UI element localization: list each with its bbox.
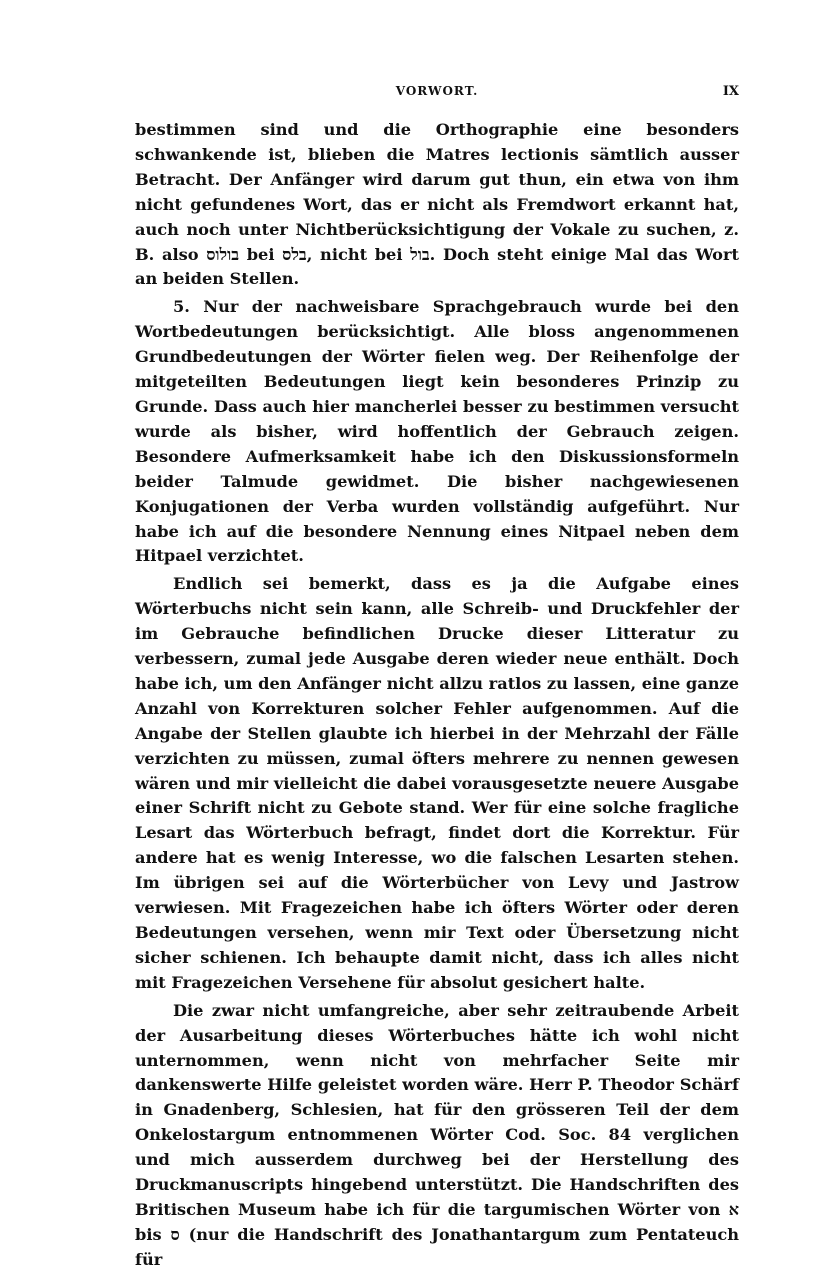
running-title: VORWORT.: [395, 84, 479, 98]
page-number: IX: [722, 84, 739, 99]
paragraph-acknowledgements: Die zwar nicht umfangreiche, aber sehr zeitraubende Arbeit der Ausarbeitung dieses Wörterbuches hätte ich wohl nicht unternommen, wenn nicht von mehrfacher Seite mir dankenswerte Hilfe geleistet worden wäre. Herr P. Theodor Schärf in Gnadenberg, Schlesien, hat für den grösseren Teil der dem Onkelostargum entnommenen Wörter Cod. Soc. 84 verglichen und mich ausserdem durchweg bei der Herstellung des Druckmanuscripts hingebend unterstützt. Die Handschriften des Britischen Museum habe ich für die targumischen Wörter von א bis ס (nur die Handschrift des Jonathantargum zum Pentateuch für: [135, 1000, 739, 1269]
body-text: [135, 118, 739, 1273]
running-header: [135, 84, 739, 104]
paragraph-errata: Endlich sei bemerkt, dass es ja die Aufgabe eines Wörterbuchs nicht sein kann, alle Schreib- und Druckfehler der im Gebrauche befindlichen Drucke dieser Litteratur zu verbessern, zumal jede Ausgabe deren wieder neue enthält. Doch habe ich, um den Anfänger nicht allzu ratlos zu lassen, eine ganze Anzahl von Korrekturen solcher Fehler aufgenommen. Auf die Angabe der Stellen glaubte ich hierbei in der Mehrzahl der Fälle verzichten zu müssen, zumal öfters mehrere zu nennen gewesen wären und mir vielleicht die dabei vorausgesetzte neuere Ausgabe einer Schrift nicht zu Gebote stand. Wer für eine solche fragliche Lesart das Wörterbuch befragt, findet dort die Korrektur. Für andere hat es wenig Interesse, wo die falschen Lesarten stehen. Im übrigen sei auf die Wörterbücher von Levy und Jastrow verwiesen. Mit Fragezeichen habe ich öfters Wörter oder deren Bedeutungen versehen, wenn mir Text oder Übersetzung nicht sicher schienen. Ich behaupte damit nicht, dass ich alles nicht mit Fragezeichen Versehene für absolut gesichert halte.: [135, 574, 739, 992]
paragraph-section-5: 5. Nur der nachweisbare Sprachgebrauch wurde bei den Wortbedeutungen berücksichtigt. Alle bloss angenommenen Grundbedeutungen der Wörter fielen weg. Der Reihenfolge der mitgeteilten Bedeutungen liegt kein besonderes Prinzip zu Grunde. Dass auch hier mancherlei besser zu bestimmen versucht wurde als bisher, wird hoffentlich der Gebrauch zeigen. Besondere Aufmerksamkeit habe ich den Diskussionsformeln beider Talmude gewidmet. Die bisher nachgewiesenen Konjugationen der Verba wurden vollständig aufgeführt. Nur habe ich auf die besondere Nennung eines Nitpael neben dem Hitpael verzichtet.: [135, 297, 739, 566]
paragraph-continuation: bestimmen sind und die Orthographie eine besonders schwankende ist, blieben die Matres lectionis sämtlich ausser Betracht. Der Anfänger wird darum gut thun, ein etwa von ihm nicht gefundenes Wort, das er nicht als Fremdwort erkannt hat, auch noch unter Nichtberücksichtigung der Vokale zu suchen, z. B. also בולוס bei בלס, nicht bei בול. Doch steht einige Mal das Wort an beiden Stellen.: [135, 120, 739, 289]
